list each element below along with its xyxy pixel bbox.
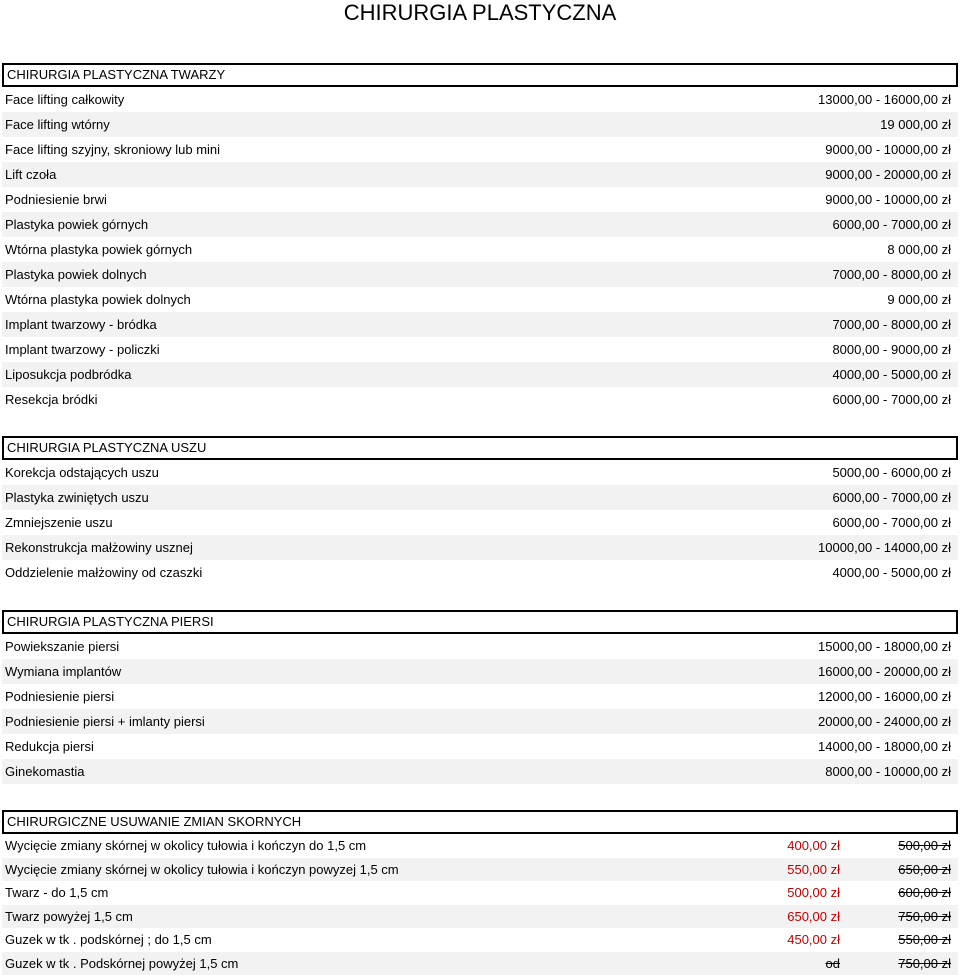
price-row — [2, 905, 958, 929]
procedure-price: 9 000,00 zł — [887, 287, 951, 312]
procedure-price: 13000,00 - 16000,00 zł — [818, 87, 951, 112]
price-row — [2, 337, 958, 362]
section-header: CHIRURGIA PLASTYCZNA USZU — [2, 436, 958, 460]
price-row — [2, 187, 958, 212]
price-row — [2, 659, 958, 684]
procedure-price: 14000,00 - 18000,00 zł — [818, 734, 951, 759]
procedure-name: Face lifting całkowity — [5, 87, 124, 112]
procedure-name: Podniesienie piersi — [5, 684, 114, 709]
old-price: 600,00 zł — [845, 881, 951, 905]
section-ears — [2, 436, 958, 585]
price-row — [2, 510, 958, 535]
procedure-price: 15000,00 - 18000,00 zł — [818, 634, 951, 659]
procedure-name: Plastyka zwiniętych uszu — [5, 485, 149, 510]
promo-price: 550,00 zł — [787, 858, 840, 882]
procedure-name: Ginekomastia — [5, 759, 84, 784]
procedure-price: 4000,00 - 5000,00 zł — [832, 560, 951, 585]
price-row — [2, 112, 958, 137]
procedure-price: 6000,00 - 7000,00 zł — [832, 510, 951, 535]
procedure-name: Redukcja piersi — [5, 734, 94, 759]
promo-price: 650,00 zł — [787, 905, 840, 929]
procedure-name: Guzek w tk . podskórnej ; do 1,5 cm — [5, 928, 212, 952]
procedure-price: 9000,00 - 20000,00 zł — [825, 162, 951, 187]
price-row — [2, 262, 958, 287]
procedure-name: Twarz powyżej 1,5 cm — [5, 905, 133, 929]
procedure-name: Face lifting szyjny, skroniowy lub mini — [5, 137, 220, 162]
old-price: 550,00 zł — [845, 928, 951, 952]
price-row — [2, 634, 958, 659]
procedure-price: 6000,00 - 7000,00 zł — [832, 387, 951, 412]
procedure-price: 7000,00 - 8000,00 zł — [832, 312, 951, 337]
price-row — [2, 759, 958, 784]
price-row — [2, 387, 958, 412]
procedure-price: 5000,00 - 6000,00 zł — [832, 460, 951, 485]
price-row — [2, 535, 958, 560]
procedure-name: Wycięcie zmiany skórnej w okolicy tułowia i kończyn powyzej 1,5 cm — [5, 858, 399, 882]
procedure-name: Twarz - do 1,5 cm — [5, 881, 108, 905]
procedure-name: Oddzielenie małżowiny od czaszki — [5, 560, 202, 585]
procedure-price: 12000,00 - 16000,00 zł — [818, 684, 951, 709]
procedure-name: Wycięcie zmiany skórnej w okolicy tułowia i kończyn do 1,5 cm — [5, 834, 366, 858]
procedure-price: 20000,00 - 24000,00 zł — [818, 709, 951, 734]
old-price: 650,00 zł — [845, 858, 951, 882]
section-header: CHIRURGIA PLASTYCZNA TWARZY — [2, 63, 958, 87]
section-breast — [2, 610, 958, 784]
procedure-price: 8000,00 - 9000,00 zł — [832, 337, 951, 362]
old-price: 750,00 zł — [845, 952, 951, 975]
procedure-name: Wtórna plastyka powiek dolnych — [5, 287, 191, 312]
procedure-price: 4000,00 - 5000,00 zł — [832, 362, 951, 387]
procedure-name: Plastyka powiek dolnych — [5, 262, 147, 287]
procedure-name: Resekcja bródki — [5, 387, 98, 412]
procedure-price: 6000,00 - 7000,00 zł — [832, 485, 951, 510]
page-title: CHIRURGIA PLASTYCZNA — [0, 0, 960, 26]
section-skin-lesions — [2, 810, 958, 975]
price-row — [2, 560, 958, 585]
price-row — [2, 460, 958, 485]
price-row — [2, 137, 958, 162]
procedure-price: 9000,00 - 10000,00 zł — [825, 187, 951, 212]
price-row — [2, 162, 958, 187]
procedure-price: 6000,00 - 7000,00 zł — [832, 212, 951, 237]
procedure-name: Guzek w tk . Podskórnej powyżej 1,5 cm — [5, 952, 238, 975]
procedure-name: Podniesienie piersi + imlanty piersi — [5, 709, 205, 734]
old-price: 750,00 zł — [845, 905, 951, 929]
procedure-name: Implant twarzowy - policzki — [5, 337, 160, 362]
price-row — [2, 362, 958, 387]
old-price: 500,00 zł — [845, 834, 951, 858]
price-row — [2, 709, 958, 734]
procedure-name: Podniesienie brwi — [5, 187, 107, 212]
procedure-price: 9000,00 - 10000,00 zł — [825, 137, 951, 162]
price-row — [2, 734, 958, 759]
section-header: CHIRURGIA PLASTYCZNA PIERSI — [2, 610, 958, 634]
price-row — [2, 881, 958, 905]
price-row — [2, 858, 958, 882]
procedure-name: Implant twarzowy - bródka — [5, 312, 157, 337]
promo-price: 400,00 zł — [787, 834, 840, 858]
price-row — [2, 237, 958, 262]
price-row — [2, 952, 958, 975]
procedure-name: Zmniejszenie uszu — [5, 510, 113, 535]
procedure-name: Wtórna plastyka powiek górnych — [5, 237, 192, 262]
procedure-name: Powiekszanie piersi — [5, 634, 119, 659]
procedure-price: 8 000,00 zł — [887, 237, 951, 262]
procedure-name: Wymiana implantów — [5, 659, 121, 684]
procedure-name: Rekonstrukcja małżowiny usznej — [5, 535, 193, 560]
procedure-name: Face lifting wtórny — [5, 112, 110, 137]
od-label: od — [826, 952, 840, 975]
procedure-price: 8000,00 - 10000,00 zł — [825, 759, 951, 784]
price-row — [2, 928, 958, 952]
procedure-price: 10000,00 - 14000,00 zł — [818, 535, 951, 560]
procedure-name: Liposukcja podbródka — [5, 362, 131, 387]
section-header: CHIRURGICZNE USUWANIE ZMIAN SKORNYCH — [2, 810, 958, 834]
price-row — [2, 834, 958, 858]
price-row — [2, 87, 958, 112]
procedure-name: Lift czoła — [5, 162, 56, 187]
price-row — [2, 212, 958, 237]
procedure-price: 16000,00 - 20000,00 zł — [818, 659, 951, 684]
price-row — [2, 684, 958, 709]
price-row — [2, 312, 958, 337]
promo-price: 450,00 zł — [787, 928, 840, 952]
price-row — [2, 485, 958, 510]
promo-price: 500,00 zł — [787, 881, 840, 905]
procedure-price: 19 000,00 zł — [880, 112, 951, 137]
procedure-price: 7000,00 - 8000,00 zł — [832, 262, 951, 287]
section-face — [2, 63, 958, 412]
procedure-name: Plastyka powiek górnych — [5, 212, 148, 237]
price-row — [2, 287, 958, 312]
procedure-name: Korekcja odstających uszu — [5, 460, 159, 485]
